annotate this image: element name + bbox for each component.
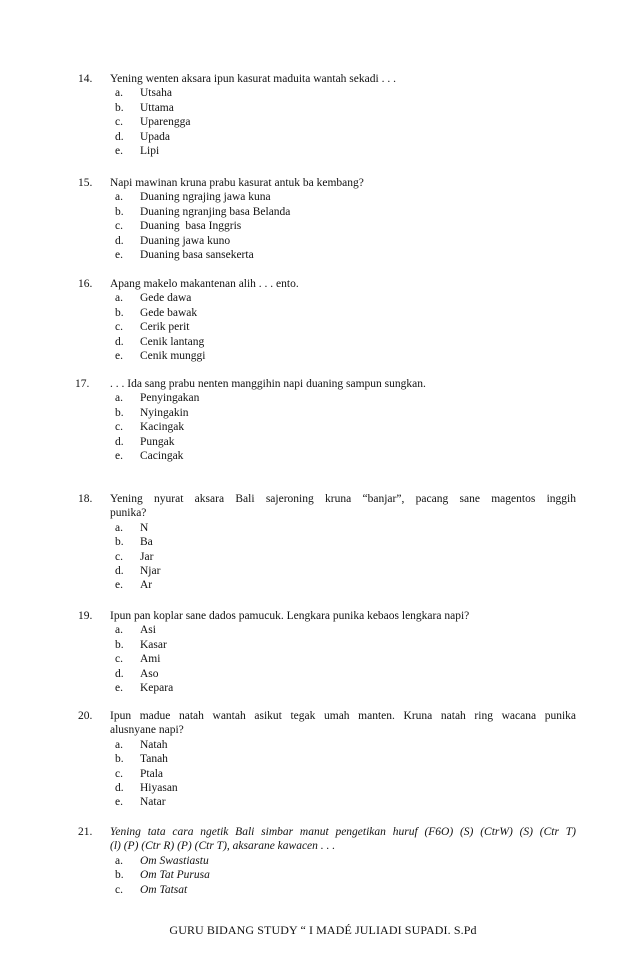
option-letter: b.: [115, 753, 124, 766]
option-text: Cerik perit: [140, 321, 190, 334]
option-e: [0, 449, 638, 463]
option-a: [0, 86, 638, 100]
question-text: Yening tata cara ngetik Bali simbar manut pengetikan huruf (F6O) (S) (CtrW) (S) (Ctr T): [110, 826, 576, 838]
option-d: [0, 435, 638, 449]
option-a: [0, 521, 638, 535]
option-b: [0, 535, 638, 549]
option-letter: c.: [115, 220, 123, 233]
option-letter: d.: [115, 781, 124, 794]
question-text: . . . Ida sang prabu nenten manggihin napi duaning sampun sungkan.: [110, 378, 426, 390]
option-letter: c.: [115, 767, 123, 780]
option-letter: d.: [115, 667, 124, 680]
option-e: [0, 578, 638, 592]
option-text: Duaning basa Inggris: [140, 220, 242, 233]
option-text: Ami: [140, 653, 161, 666]
question-number: 21.: [78, 826, 93, 838]
question-number: 15.: [78, 177, 93, 189]
question-19: [0, 609, 638, 695]
question-14: [0, 72, 638, 158]
page-footer: [0, 923, 638, 937]
option-letter: e.: [115, 248, 123, 261]
question-18: [0, 492, 638, 593]
option-letter: c.: [115, 550, 123, 563]
option-letter: e.: [115, 796, 123, 809]
option-a: [0, 190, 638, 204]
option-letter: b.: [115, 869, 124, 882]
option-e: [0, 144, 638, 158]
question-15: [0, 176, 638, 262]
option-c: [0, 115, 638, 129]
option-letter: b.: [115, 101, 124, 114]
question-21: [0, 825, 638, 897]
option-letter: e.: [115, 579, 123, 592]
option-letter: a.: [115, 191, 123, 204]
option-e: [0, 349, 638, 363]
option-c: [0, 420, 638, 434]
option-c: [0, 550, 638, 564]
option-letter: e.: [115, 449, 123, 462]
question-text-continued: alusnyane napi?: [110, 724, 184, 737]
option-a: [0, 854, 638, 868]
question-text: Apang makelo makantenan alih . . . ento.: [110, 278, 299, 290]
option-text: Uttama: [140, 101, 174, 114]
question-text: Ipun pan koplar sane dados pamucuk. Lengkara punika kebaos lengkara napi?: [110, 610, 470, 622]
question-number: 16.: [78, 278, 93, 290]
option-text: Duaning ngranjing basa Belanda: [140, 205, 291, 218]
option-b: [0, 306, 638, 320]
option-text: Asi: [140, 624, 156, 637]
question-16: [0, 277, 638, 363]
option-letter: c.: [115, 116, 123, 129]
option-text: Ba: [140, 536, 153, 549]
option-text: Jar: [140, 550, 154, 563]
option-letter: c.: [115, 653, 123, 666]
question-number: 18.: [78, 493, 93, 505]
option-b: [0, 205, 638, 219]
option-b: [0, 406, 638, 420]
option-text: Kasar: [140, 638, 167, 651]
option-d: [0, 564, 638, 578]
option-text: Cenik lantang: [140, 335, 205, 348]
option-text: Natar: [140, 796, 166, 809]
question-number: 20.: [78, 710, 93, 722]
option-letter: c.: [115, 321, 123, 334]
option-b: [0, 868, 638, 882]
option-d: [0, 130, 638, 144]
option-text: Gede dawa: [140, 292, 192, 305]
option-e: [0, 681, 638, 695]
option-text: Gede bawak: [140, 306, 198, 319]
question-number: 19.: [78, 610, 93, 622]
option-text: Njar: [140, 564, 161, 577]
option-c: [0, 883, 638, 897]
option-a: [0, 291, 638, 305]
option-e: [0, 795, 638, 809]
option-text: Penyingakan: [140, 392, 200, 405]
option-letter: a.: [115, 854, 123, 867]
option-letter: a.: [115, 738, 123, 751]
option-text: Duaning ngrajing jawa kuna: [140, 191, 271, 204]
option-text: Duaning basa sansekerta: [140, 248, 254, 261]
option-c: [0, 219, 638, 233]
option-text: Cacingak: [140, 449, 184, 462]
question-20: [0, 709, 638, 810]
option-b: [0, 101, 638, 115]
option-letter: a.: [115, 292, 123, 305]
question-text: Yening nyurat aksara Bali sajeroning kruna “banjar”, pacang sane magentos inggih: [110, 493, 576, 505]
option-letter: e.: [115, 144, 123, 157]
option-letter: a.: [115, 87, 123, 100]
option-letter: b.: [115, 205, 124, 218]
option-text: Om Tatsat: [140, 883, 188, 896]
option-letter: d.: [115, 130, 124, 143]
option-letter: c.: [115, 421, 123, 434]
option-c: [0, 767, 638, 781]
option-letter: b.: [115, 406, 124, 419]
option-letter: d.: [115, 335, 124, 348]
option-text: Lipi: [140, 144, 160, 157]
option-text: Uparengga: [140, 116, 191, 129]
question-text-continued: punika?: [110, 507, 147, 520]
option-letter: b.: [115, 638, 124, 651]
option-letter: e.: [115, 349, 123, 362]
option-a: [0, 623, 638, 637]
option-d: [0, 234, 638, 248]
footer-text: GURU BIDANG STUDY “ I MADÉ JULIADI SUPADI. S.Pd: [169, 923, 477, 937]
option-letter: a.: [115, 392, 123, 405]
option-letter: d.: [115, 435, 124, 448]
option-text: Natah: [140, 738, 168, 751]
option-text: Kacingak: [140, 421, 185, 434]
option-a: [0, 391, 638, 405]
question-number: 14.: [78, 73, 93, 85]
question-text: Napi mawinan kruna prabu kasurat antuk ba kembang?: [110, 177, 364, 189]
option-a: [0, 738, 638, 752]
option-text: Nyingakin: [140, 406, 189, 419]
question-number: 17.: [75, 378, 90, 390]
option-text: Tanah: [140, 753, 168, 766]
option-text: Aso: [140, 667, 159, 680]
option-text: Ptala: [140, 767, 163, 780]
option-text: Om Tat Purusa: [140, 869, 210, 882]
option-d: [0, 667, 638, 681]
option-letter: c.: [115, 883, 123, 896]
option-text: Hiyasan: [140, 781, 178, 794]
option-text: N: [140, 521, 149, 534]
option-letter: a.: [115, 624, 123, 637]
option-b: [0, 752, 638, 766]
option-b: [0, 638, 638, 652]
option-letter: b.: [115, 306, 124, 319]
option-letter: d.: [115, 564, 124, 577]
question-text: Yening wenten aksara ipun kasurat maduita wantah sekadi . . .: [110, 73, 396, 85]
option-c: [0, 652, 638, 666]
option-d: [0, 335, 638, 349]
option-letter: e.: [115, 681, 123, 694]
option-text: Om Swastiastu: [140, 854, 209, 867]
option-text: Cenik munggi: [140, 349, 206, 362]
option-text: Utsaha: [140, 87, 172, 100]
option-text: Pungak: [140, 435, 175, 448]
option-e: [0, 248, 638, 262]
option-d: [0, 781, 638, 795]
question-text-continued: (l) (P) (Ctr R) (P) (Ctr T), aksarane kawacen . . .: [110, 840, 336, 853]
option-text: Upada: [140, 130, 171, 143]
question-text: Ipun madue natah wantah asikut tegak umah manten. Kruna natah ring wacana punika: [110, 710, 576, 722]
question-17: [0, 377, 638, 463]
option-text: Kepara: [140, 681, 174, 694]
option-c: [0, 320, 638, 334]
option-letter: a.: [115, 521, 123, 534]
option-letter: d.: [115, 234, 124, 247]
option-text: Ar: [140, 579, 153, 592]
option-letter: b.: [115, 536, 124, 549]
option-text: Duaning jawa kuno: [140, 234, 231, 247]
